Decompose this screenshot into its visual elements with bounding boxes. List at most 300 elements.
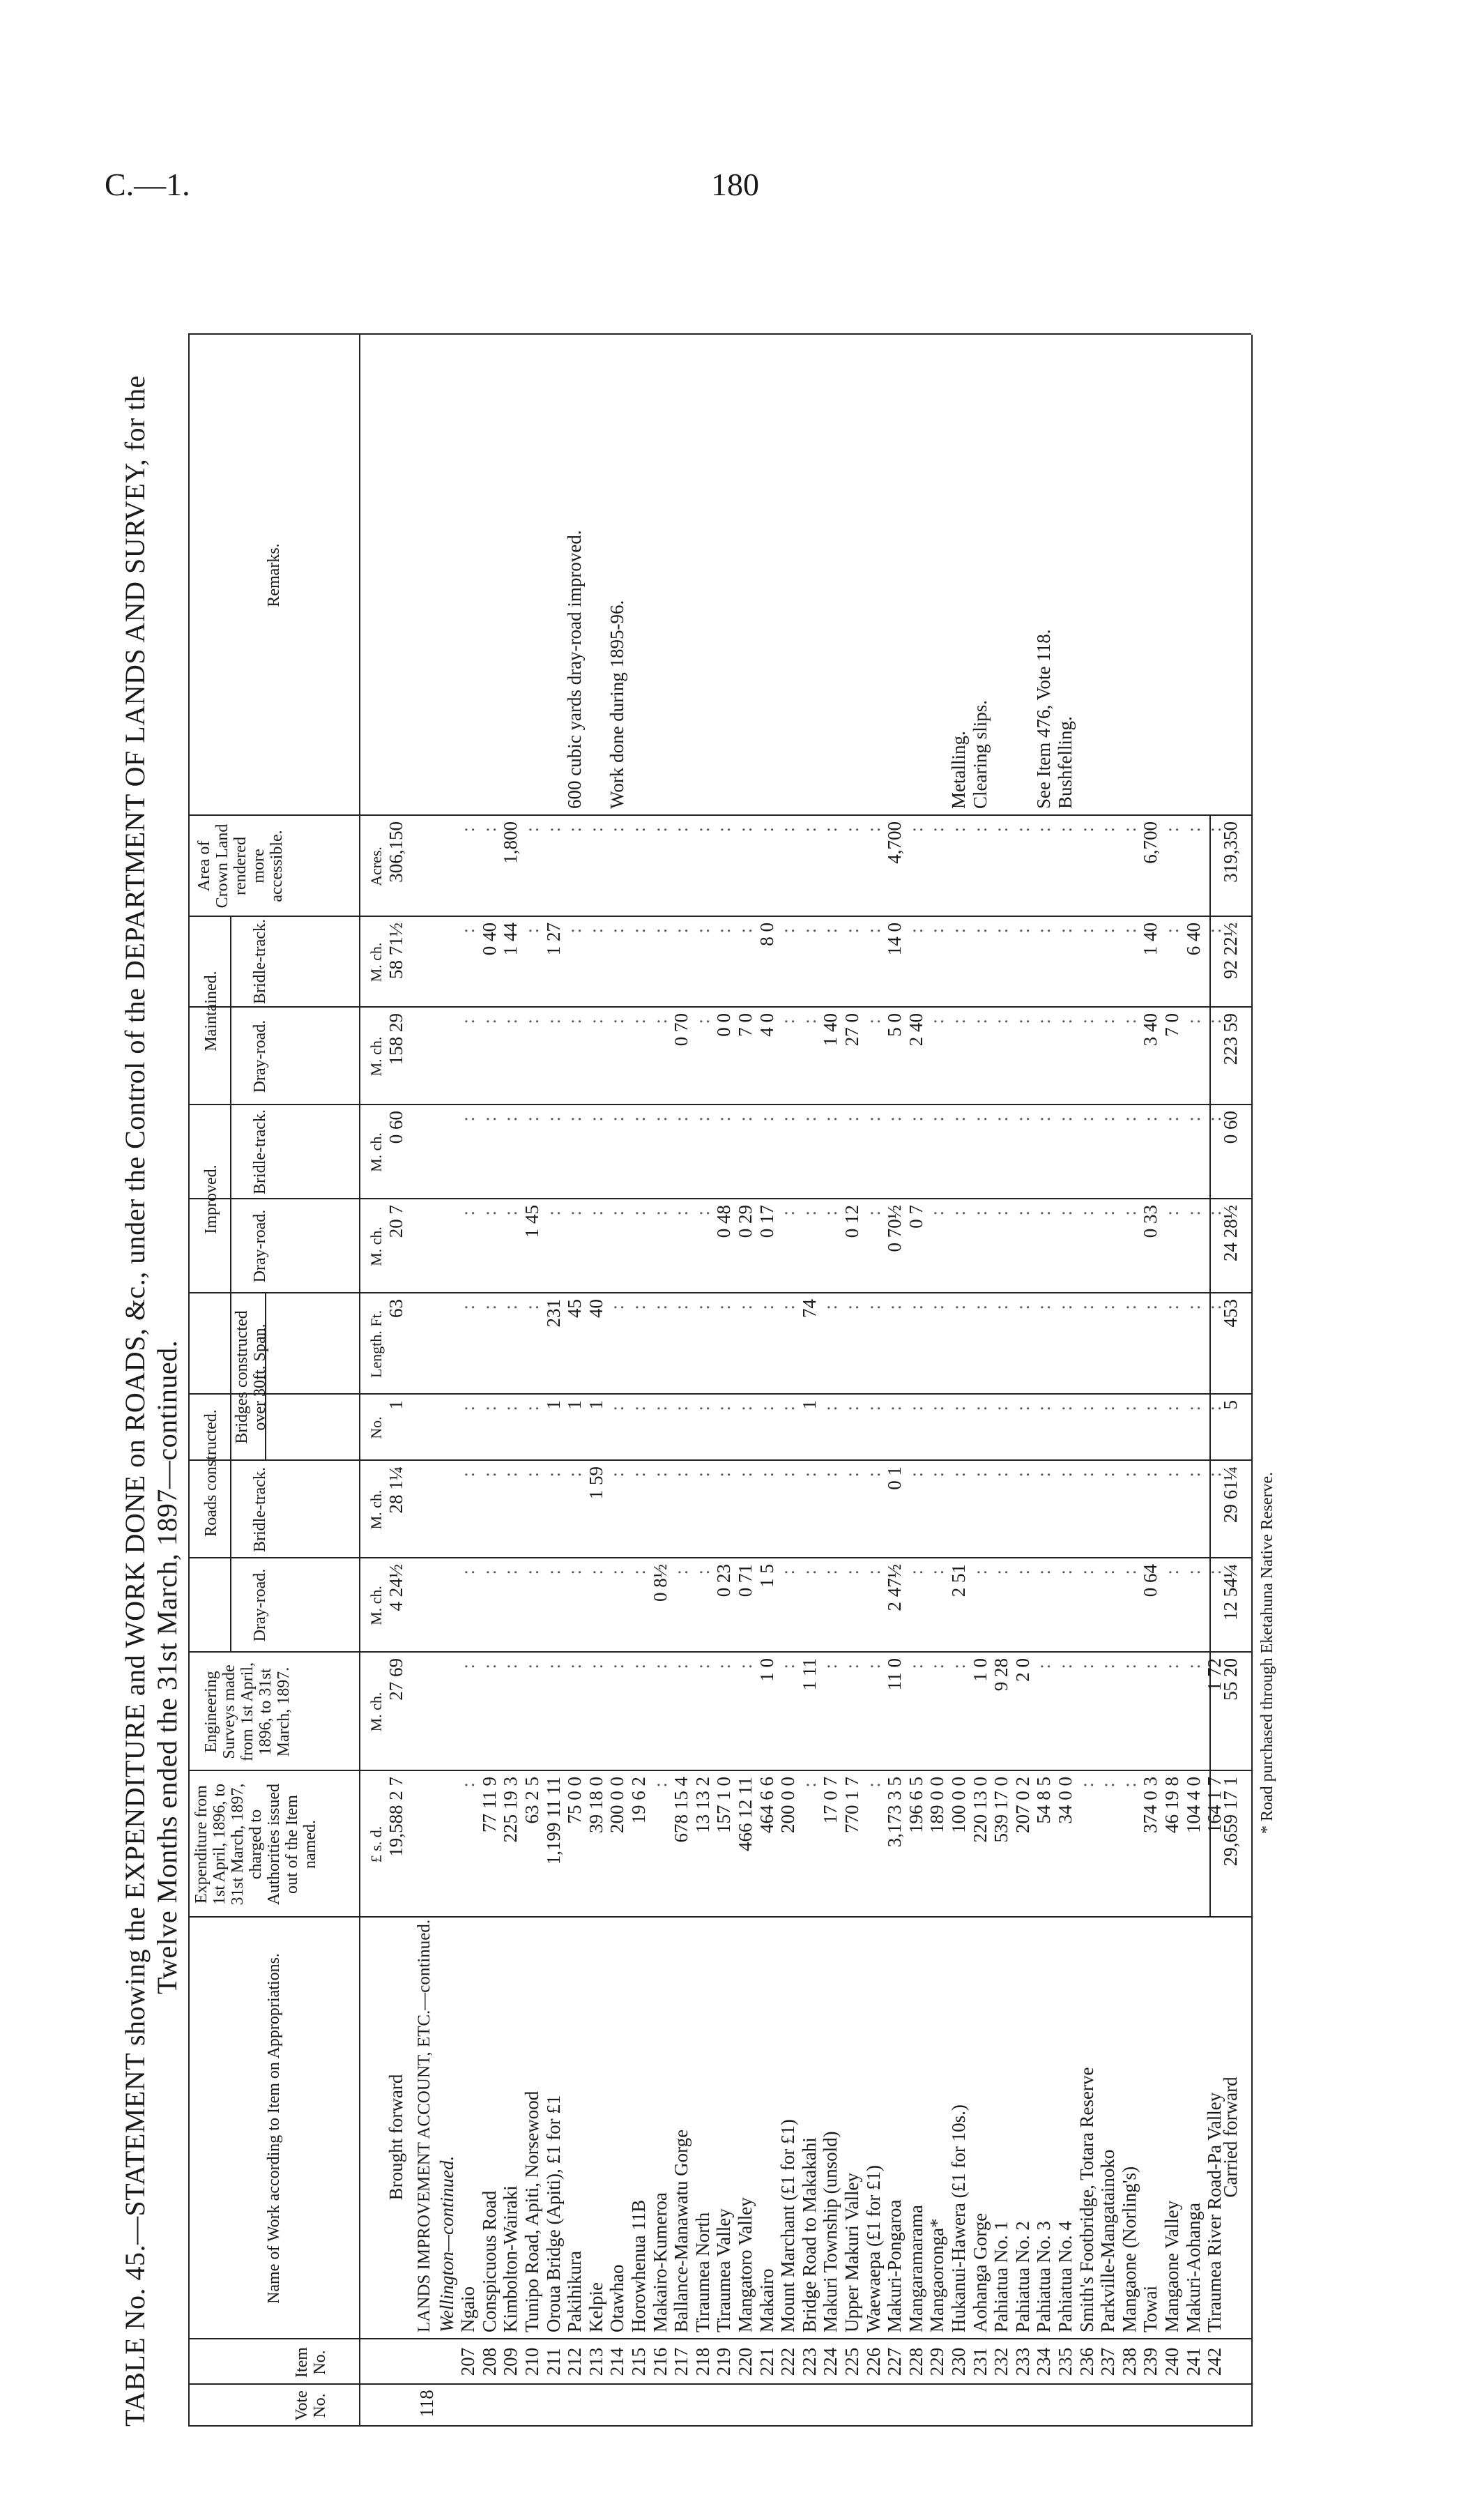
row-232-area-empty: : <box>991 827 1012 833</box>
row-220-exp: 466 12 11 <box>735 1777 756 1851</box>
row-222-mnt-bridle-empty: : <box>777 928 799 934</box>
row-233-imp-bridle-empty: : <box>1011 1116 1033 1122</box>
row-237-br-no-empty: : <box>1097 1406 1119 1411</box>
row-224-br-len-empty: : <box>820 1305 841 1310</box>
row-name: Kelpie <box>585 2282 606 2332</box>
row-230-br-no-empty: : <box>948 1406 969 1411</box>
row-213-mnt-dray-empty: : <box>585 1019 606 1024</box>
row-223-eng: 1 11 <box>798 1658 820 1691</box>
unit-rc-dray: M. ch. <box>367 1586 385 1625</box>
row-remarks: Work done during 1895-96. <box>606 600 628 809</box>
row-230-mnt-bridle-empty: : <box>948 928 969 934</box>
row-223-rc-bridle-empty: : <box>798 1472 820 1478</box>
row-242-eng: 1 72 <box>1204 1658 1225 1692</box>
unit-imp-bridle: M. ch. <box>367 1132 385 1172</box>
row-218-mnt-dray-empty: : <box>692 1019 713 1024</box>
row-213-mnt-bridle-empty: : <box>585 928 606 934</box>
row-223-area-empty: : <box>798 827 820 833</box>
row-228-rc-dray-empty: : <box>905 1570 926 1575</box>
row-236-exp-empty: : <box>1076 1782 1097 1788</box>
row-221-mnt-bridle: 8 0 <box>756 923 777 946</box>
row-225-eng-empty: : <box>841 1664 862 1669</box>
row-229-exp: 189 0 0 <box>926 1777 948 1833</box>
row-item-no: 216 <box>649 2347 671 2376</box>
row-212-br-no: 1 <box>564 1400 586 1410</box>
row-238-br-no-empty: : <box>1118 1406 1140 1411</box>
rotated-table <box>119 91 1283 2427</box>
unit-area: Acres. <box>367 847 385 886</box>
row-name: Oroua Bridge (Apiti), £1 for £1 <box>542 2095 564 2332</box>
row-209-imp-bridle-empty: : <box>500 1116 521 1122</box>
row-name: Makuri Township (unsold) <box>820 2131 841 2332</box>
row-name: Mangaone (Norling's) <box>1118 2166 1140 2332</box>
row-207-area-empty: : <box>457 827 479 833</box>
row-228-area-empty: : <box>905 827 926 833</box>
row-235-imp-bridle-empty: : <box>1055 1116 1076 1122</box>
row-220-br-len-empty: : <box>735 1305 756 1310</box>
row-211-mnt-bridle: 1 27 <box>542 923 564 956</box>
row-241-br-len-empty: : <box>1182 1305 1204 1310</box>
col-rule-brn <box>188 1460 1251 1462</box>
row-213-imp-bridle-empty: : <box>585 1116 606 1122</box>
row-238-rc-bridle-empty: : <box>1118 1472 1140 1478</box>
row-234-mnt-bridle-empty: : <box>1033 928 1055 934</box>
row-215-rc-bridle-empty: : <box>628 1472 649 1478</box>
row-207-rc-dray-empty: : <box>457 1570 479 1575</box>
row-236-mnt-dray-empty: : <box>1076 1019 1097 1024</box>
row-209-rc-bridle-empty: : <box>500 1472 521 1478</box>
row-223-imp-dray-empty: : <box>798 1210 820 1216</box>
row-218-rc-dray-empty: : <box>692 1570 713 1575</box>
row-232-mnt-dray-empty: : <box>991 1019 1012 1024</box>
row-item-no: 212 <box>564 2347 586 2376</box>
row-242-rc-bridle-empty: : <box>1204 1472 1225 1478</box>
row-228-imp-bridle-empty: : <box>905 1116 926 1122</box>
row-218-mnt-bridle-empty: : <box>692 928 713 934</box>
row-237-area-empty: : <box>1097 827 1119 833</box>
row-212-rc-bridle-empty: : <box>564 1472 586 1478</box>
row-name: Horowhenua 11B <box>628 2199 649 2332</box>
row-210-exp: 63 2 5 <box>521 1777 542 1824</box>
row-207-imp-bridle-empty: : <box>457 1116 479 1122</box>
unit-mnt-bridle: M. ch. <box>367 942 385 982</box>
row-227-mnt-dray: 5 0 <box>884 1013 906 1037</box>
row-233-br-len-empty: : <box>1011 1305 1033 1310</box>
row-item-no: 234 <box>1033 2347 1055 2376</box>
row-225-area-empty: : <box>841 827 862 833</box>
row-228-rc-bridle-empty: : <box>905 1472 926 1478</box>
row-219-rc-bridle-empty: : <box>713 1472 735 1478</box>
row-218-eng-empty: : <box>692 1664 713 1669</box>
row-210-rc-bridle-empty: : <box>521 1472 542 1478</box>
row-211-br-no: 1 <box>542 1400 564 1410</box>
row-238-imp-dray-empty: : <box>1118 1210 1140 1216</box>
row-229-rc-bridle-empty: : <box>926 1472 948 1478</box>
row-219-imp-bridle-empty: : <box>713 1116 735 1122</box>
row-224-rc-bridle-empty: : <box>820 1472 841 1478</box>
col-rule-imb <box>188 1199 1251 1200</box>
row-207-br-len-empty: : <box>457 1305 479 1310</box>
page-number: 180 <box>711 167 759 202</box>
row-239-mnt-bridle: 1 40 <box>1140 923 1161 956</box>
row-212-imp-dray-empty: : <box>564 1210 586 1216</box>
row-229-br-no-empty: : <box>926 1406 948 1411</box>
row-218-br-no-empty: : <box>692 1406 713 1411</box>
unit-mnt-dray: M. ch. <box>367 1036 385 1077</box>
col-rule-item <box>188 2384 1251 2385</box>
row-233-area-empty: : <box>1011 827 1033 833</box>
row-item-no: 218 <box>692 2347 713 2376</box>
row-207-imp-dray-empty: : <box>457 1210 479 1216</box>
row-240-mnt-dray: 7 0 <box>1161 1013 1182 1037</box>
row-name: Mangaone Valley <box>1161 2200 1182 2332</box>
row-242-exp: 164 1 7 <box>1204 1777 1225 1833</box>
col-rule-name <box>188 2339 1251 2340</box>
row-219-rc-dray: 0 23 <box>713 1564 735 1597</box>
row-225-imp-bridle-empty: : <box>841 1116 862 1122</box>
header-mnt-bridle: Bridle-track. <box>251 919 269 1004</box>
row-229-eng-empty: : <box>926 1664 948 1669</box>
row-item-no: 210 <box>521 2347 542 2376</box>
row-209-br-len-empty: : <box>500 1305 521 1310</box>
row-remarks: Clearing slips. <box>969 700 991 809</box>
row-remarks: Metalling. <box>948 731 969 809</box>
row-231-br-no-empty: : <box>969 1406 991 1411</box>
row-213-br-no: 1 <box>585 1400 606 1410</box>
header-item-no: Item No. <box>293 2347 329 2378</box>
row-235-eng-empty: : <box>1055 1664 1076 1669</box>
row-226-br-len-empty: : <box>862 1305 884 1310</box>
row-210-mnt-dray-empty: : <box>521 1019 542 1024</box>
row-226-rc-dray-empty: : <box>862 1570 884 1575</box>
brought-forward-area: 306,150 <box>385 821 406 883</box>
row-item-no: 232 <box>991 2347 1012 2376</box>
row-228-mnt-dray: 2 40 <box>905 1013 926 1047</box>
unit-exp: £ s. d. <box>367 1826 385 1863</box>
row-item-no: 213 <box>585 2347 606 2376</box>
header-bridges: Bridges constructed over 30ft. Span. <box>233 1310 269 1444</box>
header-vote-no: Vote No. <box>293 2390 329 2421</box>
carried-forward-mnt-dray: 223 59 <box>1220 1013 1241 1065</box>
row-231-br-len-empty: : <box>969 1305 991 1310</box>
row-207-mnt-bridle-empty: : <box>457 928 479 934</box>
carried-forward-imp-bridle: 0 60 <box>1220 1111 1241 1144</box>
row-220-area-empty: : <box>735 827 756 833</box>
row-name: Makairo-Kumeroa <box>649 2192 671 2332</box>
row-238-eng-empty: : <box>1118 1664 1140 1669</box>
row-219-br-no-empty: : <box>713 1406 735 1411</box>
improved-rule <box>230 1105 231 1293</box>
row-remarks: See Item 476, Vote 118. <box>1033 629 1055 809</box>
row-item-no: 235 <box>1055 2347 1076 2376</box>
row-218-rc-bridle-empty: : <box>692 1472 713 1478</box>
row-219-exp: 157 1 0 <box>713 1777 735 1833</box>
row-234-rc-bridle-empty: : <box>1033 1472 1055 1478</box>
row-239-rc-bridle-empty: : <box>1140 1472 1161 1478</box>
row-name: Tunipo Road, Apiti, Norsewood <box>521 2090 542 2332</box>
row-223-mnt-bridle-empty: : <box>798 928 820 934</box>
row-238-imp-bridle-empty: : <box>1118 1116 1140 1122</box>
row-230-br-len-empty: : <box>948 1305 969 1310</box>
row-224-br-no-empty: : <box>820 1406 841 1411</box>
row-217-exp: 678 15 4 <box>671 1777 692 1843</box>
row-name: Mangatoro Valley <box>735 2197 756 2332</box>
row-221-rc-dray: 1 5 <box>756 1564 777 1588</box>
row-217-mnt-bridle-empty: : <box>671 928 692 934</box>
row-240-exp: 46 19 8 <box>1161 1777 1182 1833</box>
row-215-mnt-dray-empty: : <box>628 1019 649 1024</box>
row-227-imp-bridle-empty: : <box>884 1116 906 1122</box>
row-228-eng-empty: : <box>905 1664 926 1669</box>
row-240-area-empty: : <box>1161 827 1182 833</box>
row-217-imp-bridle-empty: : <box>671 1116 692 1122</box>
row-220-br-no-empty: : <box>735 1406 756 1411</box>
row-217-eng-empty: : <box>671 1664 692 1669</box>
row-216-mnt-dray-empty: : <box>649 1019 671 1024</box>
col-rule-rcd <box>188 1652 1251 1653</box>
row-item-no: 225 <box>841 2347 862 2376</box>
row-214-rc-dray-empty: : <box>606 1570 628 1575</box>
row-219-br-len-empty: : <box>713 1305 735 1310</box>
row-234-imp-dray-empty: : <box>1033 1210 1055 1216</box>
row-222-br-len-empty: : <box>777 1305 799 1310</box>
row-211-eng-empty: : <box>542 1664 564 1669</box>
row-225-mnt-bridle-empty: : <box>841 928 862 934</box>
row-name: Ngaio <box>457 2286 479 2332</box>
row-229-imp-dray-empty: : <box>926 1210 948 1216</box>
row-213-eng-empty: : <box>585 1664 606 1669</box>
row-221-imp-dray: 0 17 <box>756 1205 777 1238</box>
row-item-no: 241 <box>1182 2347 1204 2376</box>
row-211-exp: 1,199 11 11 <box>542 1777 564 1865</box>
row-220-mnt-bridle-empty: : <box>735 928 756 934</box>
row-220-rc-dray: 0 71 <box>735 1564 756 1597</box>
row-234-eng-empty: : <box>1033 1664 1055 1669</box>
row-name: Parkville-Mangatainoko <box>1097 2149 1119 2332</box>
row-210-mnt-bridle-empty: : <box>521 928 542 934</box>
row-210-eng-empty: : <box>521 1664 542 1669</box>
row-242-area-empty: : <box>1204 827 1225 833</box>
row-225-exp: 770 1 7 <box>841 1777 862 1833</box>
row-241-eng-empty: : <box>1182 1664 1204 1669</box>
row-227-br-len-empty: : <box>884 1305 906 1310</box>
row-241-mnt-bridle: 6 40 <box>1182 923 1204 956</box>
row-212-br-len: 45 <box>564 1299 586 1318</box>
row-239-rc-dray: 0 64 <box>1140 1564 1161 1597</box>
row-234-imp-bridle-empty: : <box>1033 1116 1055 1122</box>
row-226-mnt-bridle-empty: : <box>862 928 884 934</box>
row-240-imp-dray-empty: : <box>1161 1210 1182 1216</box>
row-221-rc-bridle-empty: : <box>756 1472 777 1478</box>
row-226-rc-bridle-empty: : <box>862 1472 884 1478</box>
row-239-br-no-empty: : <box>1140 1406 1161 1411</box>
row-name: Tiraumea River Road-Pa Valley <box>1204 2092 1225 2332</box>
row-217-area-empty: : <box>671 827 692 833</box>
col-rule-exp <box>188 1917 1251 1918</box>
row-item-no: 208 <box>478 2347 500 2376</box>
brought-forward-br-no: 1 <box>385 1400 406 1410</box>
header-name: Name of Work according to Item on Appropriations. <box>265 1953 283 2304</box>
row-236-eng-empty: : <box>1076 1664 1097 1669</box>
row-232-br-no-empty: : <box>991 1406 1012 1411</box>
row-209-exp: 225 19 3 <box>500 1777 521 1843</box>
row-220-imp-dray: 0 29 <box>735 1205 756 1238</box>
unit-imp-dray: M. ch. <box>367 1227 385 1266</box>
roads-constructed-rule <box>230 1293 231 1653</box>
row-item-no: 209 <box>500 2347 521 2376</box>
row-item-no: 236 <box>1076 2347 1097 2376</box>
header-improved: Improved. <box>202 1164 220 1234</box>
row-210-br-len-empty: : <box>521 1305 542 1310</box>
row-240-eng-empty: : <box>1161 1664 1182 1669</box>
row-230-eng-empty: : <box>948 1664 969 1669</box>
row-item-no: 231 <box>969 2347 991 2376</box>
header-engineering: Engineering Surveys made from 1st April, 1896, to 31st March, 1897. <box>202 1662 293 1761</box>
col-rule-end <box>188 334 1251 335</box>
row-224-imp-bridle-empty: : <box>820 1116 841 1122</box>
row-216-eng-empty: : <box>649 1664 671 1669</box>
row-222-mnt-dray-empty: : <box>777 1019 799 1024</box>
row-238-exp-empty: : <box>1118 1782 1140 1788</box>
row-221-eng: 1 0 <box>756 1658 777 1682</box>
col-rule-mnd <box>188 1105 1251 1106</box>
row-212-exp: 75 0 0 <box>564 1777 586 1824</box>
row-232-eng: 9 28 <box>991 1658 1012 1692</box>
row-215-exp: 19 6 2 <box>628 1777 649 1824</box>
row-216-exp-empty: : <box>649 1782 671 1788</box>
row-item-no: 221 <box>756 2347 777 2376</box>
row-236-rc-dray-empty: : <box>1076 1570 1097 1575</box>
carried-forward-area: 319,350 <box>1220 821 1241 883</box>
row-215-rc-dray-empty: : <box>628 1570 649 1575</box>
row-208-imp-bridle-empty: : <box>478 1116 500 1122</box>
row-227-br-no-empty: : <box>884 1406 906 1411</box>
row-209-imp-dray-empty: : <box>500 1210 521 1216</box>
row-211-rc-dray-empty: : <box>542 1570 564 1575</box>
row-212-eng-empty: : <box>564 1664 586 1669</box>
row-207-rc-bridle-empty: : <box>457 1472 479 1478</box>
row-230-rc-bridle-empty: : <box>948 1472 969 1478</box>
row-235-mnt-bridle-empty: : <box>1055 928 1076 934</box>
row-235-rc-bridle-empty: : <box>1055 1472 1076 1478</box>
col-rule-area <box>188 916 1251 918</box>
carried-forward-imp-dray: 24 28½ <box>1220 1205 1241 1261</box>
section-heading: LANDS IMPROVEMENT ACCOUNT, ETC.—continued. <box>415 1919 434 2332</box>
row-225-br-len-empty: : <box>841 1305 862 1310</box>
row-222-imp-dray-empty: : <box>777 1210 799 1216</box>
row-219-imp-dray: 0 48 <box>713 1205 735 1238</box>
row-236-mnt-bridle-empty: : <box>1076 928 1097 934</box>
row-226-br-no-empty: : <box>862 1406 884 1411</box>
row-item-no: 233 <box>1011 2347 1033 2376</box>
row-237-br-len-empty: : <box>1097 1305 1119 1310</box>
row-210-imp-bridle-empty: : <box>521 1116 542 1122</box>
row-214-mnt-bridle-empty: : <box>606 928 628 934</box>
row-217-br-len-empty: : <box>671 1305 692 1310</box>
row-239-eng-empty: : <box>1140 1664 1161 1669</box>
row-207-exp-empty: : <box>457 1782 479 1788</box>
row-209-area: 1,800 <box>500 821 521 864</box>
row-240-rc-dray-empty: : <box>1161 1570 1182 1575</box>
row-237-imp-dray-empty: : <box>1097 1210 1119 1216</box>
row-228-br-len-empty: : <box>905 1305 926 1310</box>
header-expenditure: Expenditure from 1st April, 1896, to 31st March, 1897, charged to Authorities issued out of the Item named. <box>192 1783 319 1906</box>
row-235-mnt-dray-empty: : <box>1055 1019 1076 1024</box>
carried-forward-rc-dray: 12 54¼ <box>1220 1564 1241 1620</box>
row-233-eng: 2 0 <box>1011 1658 1033 1682</box>
row-209-br-no-empty: : <box>500 1406 521 1411</box>
row-222-rc-bridle-empty: : <box>777 1472 799 1478</box>
row-241-imp-bridle-empty: : <box>1182 1116 1204 1122</box>
row-item-no: 220 <box>735 2347 756 2376</box>
header-imp-bridle: Bridle-track. <box>251 1109 269 1194</box>
brought-forward-label: Brought forward <box>385 2074 406 2201</box>
row-235-rc-dray-empty: : <box>1055 1570 1076 1575</box>
row-239-area: 6,700 <box>1140 821 1161 864</box>
row-218-exp: 13 13 2 <box>692 1777 713 1833</box>
row-216-imp-dray-empty: : <box>649 1210 671 1216</box>
row-220-eng-empty: : <box>735 1664 756 1669</box>
row-232-br-len-empty: : <box>991 1305 1012 1310</box>
row-item-no: 230 <box>948 2347 969 2376</box>
row-212-mnt-bridle-empty: : <box>564 928 586 934</box>
row-item-no: 227 <box>884 2347 906 2376</box>
row-name: Tiraumea North <box>692 2212 713 2332</box>
row-216-area-empty: : <box>649 827 671 833</box>
row-name: Ballance-Manawatu Gorge <box>671 2129 692 2332</box>
row-221-imp-bridle-empty: : <box>756 1116 777 1122</box>
row-236-br-no-empty: : <box>1076 1406 1097 1411</box>
row-235-br-len-empty: : <box>1055 1305 1076 1310</box>
row-234-area-empty: : <box>1033 827 1055 833</box>
row-231-eng: 1 0 <box>969 1658 991 1682</box>
row-item-no: 242 <box>1204 2347 1225 2376</box>
row-208-br-len-empty: : <box>478 1305 500 1310</box>
vote-number: 118 <box>416 2390 437 2417</box>
row-name: Hukanui-Hawera (£1 for 10s.) <box>948 2104 969 2332</box>
row-238-area-empty: : <box>1118 827 1140 833</box>
row-item-no: 211 <box>542 2348 564 2376</box>
col-rule-eng <box>188 1770 1251 1772</box>
row-231-area-empty: : <box>969 827 991 833</box>
row-230-imp-dray-empty: : <box>948 1210 969 1216</box>
row-224-eng-empty: : <box>820 1664 841 1669</box>
row-241-exp: 104 4 0 <box>1182 1777 1204 1833</box>
row-item-no: 226 <box>862 2347 884 2376</box>
row-213-rc-bridle: 1 59 <box>585 1466 606 1500</box>
row-228-exp: 196 6 5 <box>905 1777 926 1833</box>
row-229-mnt-dray-empty: : <box>926 1019 948 1024</box>
row-237-eng-empty: : <box>1097 1664 1119 1669</box>
row-216-rc-bridle-empty: : <box>649 1472 671 1478</box>
row-211-area-empty: : <box>542 827 564 833</box>
row-210-rc-dray-empty: : <box>521 1570 542 1575</box>
unit-rc-bridle: M. ch. <box>367 1489 385 1530</box>
row-215-br-len-empty: : <box>628 1305 649 1310</box>
row-229-br-len-empty: : <box>926 1305 948 1310</box>
row-231-imp-bridle-empty: : <box>969 1116 991 1122</box>
row-229-imp-bridle-empty: : <box>926 1116 948 1122</box>
row-214-exp: 200 0 0 <box>606 1777 628 1833</box>
row-227-exp: 3,173 3 5 <box>884 1777 906 1848</box>
row-208-imp-dray-empty: : <box>478 1210 500 1216</box>
row-221-exp: 464 6 6 <box>756 1777 777 1833</box>
row-241-mnt-dray-empty: : <box>1182 1019 1204 1024</box>
row-240-br-no-empty: : <box>1161 1406 1182 1411</box>
row-216-rc-dray: 0 8½ <box>649 1564 671 1602</box>
row-name: Mangaramarama <box>905 2205 926 2332</box>
brought-forward-imp-bridle: 0 60 <box>385 1111 406 1144</box>
